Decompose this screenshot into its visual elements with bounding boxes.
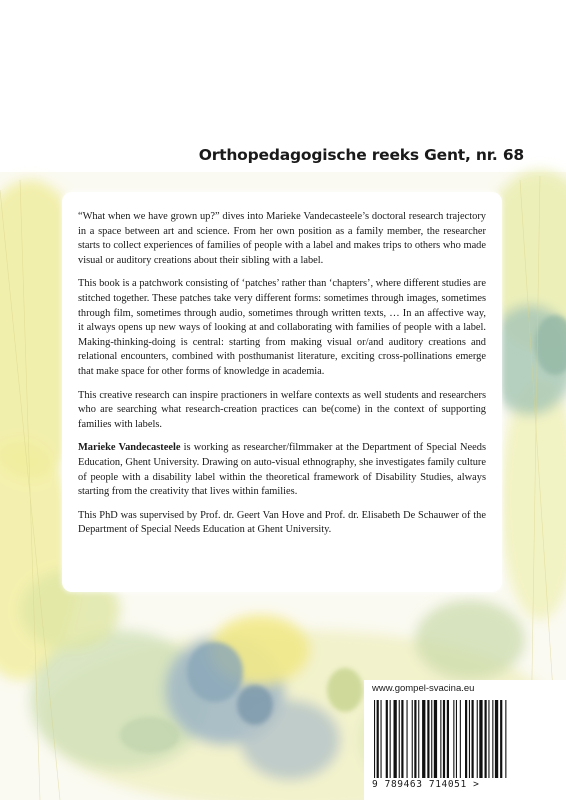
barcode-bar	[453, 700, 454, 778]
barcode-bar	[418, 700, 419, 778]
barcode-bar	[492, 700, 493, 778]
barcode-bar	[401, 700, 403, 778]
barcode-bar	[443, 700, 445, 778]
blurb-paragraph-patchwork: This book is a patchwork consisting of ‘patches’ rather than ‘chapters’, where different studies are stitched together. These patches take very different forms: sometimes through images, sometimes through film, sometimes through audio, sometimes through written texts, … In an affective way, it always opens up new ways of looking at and collaborating with families of people with a label. Making-thinking-doing is central: starting from making visual or/and auditory creations and relational encounters, combined with posthumanist literature, exciting cross-pollinations emerge that make space for other forms of knowledge in academia.	[78, 278, 486, 377]
barcode-bar	[434, 700, 437, 778]
author-bio	[78, 441, 486, 499]
barcode-bar	[505, 700, 506, 778]
blurb-paragraph-audience: This creative research can inspire practioners in welfare contexts as well students and researchers who are searching what research-creation practices can be(come) in the context of supporting families with labels.	[78, 389, 486, 430]
barcode-bar	[394, 700, 397, 778]
barcode-bar	[440, 700, 441, 778]
barcode-bar	[456, 700, 457, 778]
blurb-paragraph-intro: “What when we have grown up?” dives into Marieke Vandecasteele’s doctoral research trajectory in a space between art and science. From her own position as a family member, the researcher starts to collect experiences of families of people with a label and makes trips to others who made visual or auditory creations about their sibling with a label.	[78, 211, 486, 266]
barcode-bar	[485, 700, 487, 778]
barcode-bar	[465, 700, 467, 778]
barcode-bar	[431, 700, 432, 778]
barcode-bar	[488, 700, 489, 778]
barcode-bar	[414, 700, 416, 778]
isbn-number: 9 789463 714051 >	[372, 779, 480, 790]
barcode-bar	[377, 700, 379, 778]
barcode-bar	[479, 700, 482, 778]
barcode-bar	[386, 700, 388, 778]
barcode-bar	[374, 700, 375, 778]
barcode-bar	[447, 700, 449, 778]
barcode-bar	[422, 700, 425, 778]
barcode-bar	[477, 700, 478, 778]
series-title: Orthopedagogische reeks Gent, nr. 68	[198, 146, 524, 164]
barcode-bar	[407, 700, 408, 778]
barcode-bar	[399, 700, 400, 778]
barcode-bar	[469, 700, 470, 778]
publisher-url: www.gompel-svacina.eu	[372, 683, 475, 694]
barcode-bar	[390, 700, 391, 778]
barcode-bar	[427, 700, 429, 778]
isbn-barcode	[372, 700, 554, 778]
barcode-bar	[500, 700, 502, 778]
barcode-bar	[412, 700, 413, 778]
barcode-bar	[472, 700, 474, 778]
supervision-note: This PhD was supervised by Prof. dr. Geert Van Hove and Prof. dr. Elisabeth De Schauwer of the Department of Special Needs Education at Ghent University.	[78, 509, 486, 536]
author-name: Marieke Vandecasteele	[78, 442, 181, 454]
barcode-bar	[381, 700, 382, 778]
barcode-bar	[495, 700, 498, 778]
blurb-text	[78, 210, 486, 547]
barcode-bar	[460, 700, 461, 778]
author-bio-text: is working as researcher/filmmaker at the Department of Special Needs Education, Ghent University. Drawing on auto-visual ethnography, she investigates family culture of people with a disability label within the theoretical framework of Disability Studies, always starting from the creativity that lives within families.	[78, 442, 486, 498]
